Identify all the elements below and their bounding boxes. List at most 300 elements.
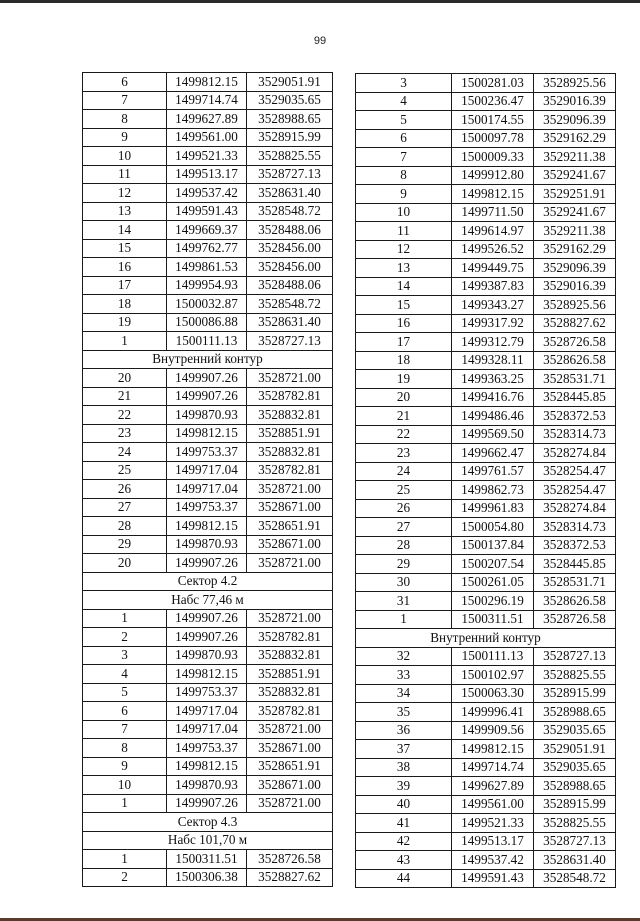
page-number: 99 bbox=[313, 35, 327, 47]
table-row bbox=[83, 387, 333, 406]
point-number: 7 bbox=[83, 91, 167, 110]
point-number: 9 bbox=[83, 128, 167, 147]
table-row bbox=[356, 425, 616, 444]
coord-x: 1500032.87 bbox=[167, 295, 247, 314]
coord-x: 1499561.00 bbox=[167, 128, 247, 147]
table-row bbox=[83, 424, 333, 443]
coord-x: 1499812.15 bbox=[167, 424, 247, 443]
coord-y: 3529035.65 bbox=[534, 721, 616, 740]
coord-y: 3528721.00 bbox=[247, 720, 333, 739]
table-row bbox=[83, 794, 333, 813]
section-header-row bbox=[83, 350, 333, 369]
table-row bbox=[356, 777, 616, 796]
table-row bbox=[356, 351, 616, 370]
coord-y: 3528274.84 bbox=[534, 499, 616, 518]
coord-x: 1499537.42 bbox=[167, 184, 247, 203]
coord-x: 1499907.26 bbox=[167, 794, 247, 813]
coord-y: 3529241.67 bbox=[534, 166, 616, 185]
table-row bbox=[83, 202, 333, 221]
table-row bbox=[83, 165, 333, 184]
coord-y: 3528721.00 bbox=[247, 609, 333, 628]
section-header-row bbox=[83, 572, 333, 591]
coord-x: 1500111.13 bbox=[452, 647, 534, 666]
point-number: 5 bbox=[83, 683, 167, 702]
point-number: 17 bbox=[356, 333, 452, 352]
coord-x: 1499812.15 bbox=[167, 517, 247, 536]
point-number: 14 bbox=[356, 277, 452, 296]
point-number: 20 bbox=[83, 554, 167, 573]
coord-y: 3528548.72 bbox=[247, 295, 333, 314]
coord-y: 3528626.58 bbox=[534, 351, 616, 370]
coord-y: 3528721.00 bbox=[247, 554, 333, 573]
coord-x: 1499870.93 bbox=[167, 776, 247, 795]
coord-x: 1499907.26 bbox=[167, 609, 247, 628]
coord-y: 3528671.00 bbox=[247, 498, 333, 517]
point-number: 27 bbox=[83, 498, 167, 517]
table-row bbox=[356, 795, 616, 814]
coord-x: 1500306.38 bbox=[167, 868, 247, 887]
coord-y: 3529035.65 bbox=[247, 91, 333, 110]
table-row bbox=[356, 832, 616, 851]
table-row bbox=[356, 92, 616, 111]
coord-y: 3528988.65 bbox=[534, 777, 616, 796]
coord-y: 3528726.58 bbox=[247, 850, 333, 869]
coord-x: 1499714.74 bbox=[452, 758, 534, 777]
coord-y: 3528721.00 bbox=[247, 794, 333, 813]
coord-y: 3528825.55 bbox=[247, 147, 333, 166]
coord-y: 3528274.84 bbox=[534, 444, 616, 463]
table-row bbox=[83, 184, 333, 203]
coord-x: 1499627.89 bbox=[167, 110, 247, 129]
point-number: 1 bbox=[83, 609, 167, 628]
table-row bbox=[83, 665, 333, 684]
table-row bbox=[356, 573, 616, 592]
point-number: 24 bbox=[356, 462, 452, 481]
table-row bbox=[356, 314, 616, 333]
coord-y: 3528721.00 bbox=[247, 369, 333, 388]
point-number: 10 bbox=[356, 203, 452, 222]
table-row bbox=[356, 666, 616, 685]
point-number: 15 bbox=[356, 296, 452, 315]
table-row bbox=[83, 683, 333, 702]
coord-x: 1499909.56 bbox=[452, 721, 534, 740]
coord-y: 3529035.65 bbox=[534, 758, 616, 777]
point-number: 1 bbox=[83, 332, 167, 351]
point-number: 3 bbox=[83, 646, 167, 665]
coord-y: 3528925.56 bbox=[534, 74, 616, 93]
point-number: 30 bbox=[356, 573, 452, 592]
coord-x: 1500102.97 bbox=[452, 666, 534, 685]
coord-y: 3528445.85 bbox=[534, 388, 616, 407]
coord-x: 1499486.46 bbox=[452, 407, 534, 426]
point-number: 26 bbox=[356, 499, 452, 518]
section-header: Внутренний контур bbox=[356, 629, 616, 648]
point-number: 2 bbox=[83, 868, 167, 887]
coord-x: 1499537.42 bbox=[452, 851, 534, 870]
section-header: Сектор 4.3 bbox=[83, 813, 333, 832]
section-header-row bbox=[83, 591, 333, 610]
point-number: 23 bbox=[356, 444, 452, 463]
coord-x: 1500261.05 bbox=[452, 573, 534, 592]
point-number: 13 bbox=[83, 202, 167, 221]
table-row bbox=[356, 536, 616, 555]
point-number: 13 bbox=[356, 259, 452, 278]
coord-x: 1499343.27 bbox=[452, 296, 534, 315]
coord-y: 3528548.72 bbox=[247, 202, 333, 221]
point-number: 8 bbox=[83, 739, 167, 758]
coord-y: 3528832.81 bbox=[247, 406, 333, 425]
point-number: 8 bbox=[356, 166, 452, 185]
coord-x: 1499711.50 bbox=[452, 203, 534, 222]
point-number: 1 bbox=[83, 794, 167, 813]
table-row bbox=[83, 295, 333, 314]
coord-y: 3528832.81 bbox=[247, 683, 333, 702]
coord-y: 3528651.91 bbox=[247, 757, 333, 776]
section-header-row bbox=[83, 831, 333, 850]
table-row bbox=[356, 148, 616, 167]
section-header: Набс 101,70 м bbox=[83, 831, 333, 850]
coord-y: 3528671.00 bbox=[247, 776, 333, 795]
table-row bbox=[83, 128, 333, 147]
coord-x: 1499416.76 bbox=[452, 388, 534, 407]
coord-x: 1499312.79 bbox=[452, 333, 534, 352]
coord-y: 3528631.40 bbox=[247, 313, 333, 332]
coord-x: 1499717.04 bbox=[167, 720, 247, 739]
coord-x: 1500111.13 bbox=[167, 332, 247, 351]
table-row bbox=[356, 518, 616, 537]
point-number: 22 bbox=[83, 406, 167, 425]
coord-x: 1499907.26 bbox=[167, 628, 247, 647]
table-row bbox=[356, 499, 616, 518]
coord-y: 3528727.13 bbox=[247, 165, 333, 184]
coord-x: 1499812.15 bbox=[167, 665, 247, 684]
point-number: 25 bbox=[356, 481, 452, 500]
coord-x: 1499753.37 bbox=[167, 683, 247, 702]
coord-y: 3528988.65 bbox=[534, 703, 616, 722]
coord-y: 3528782.81 bbox=[247, 702, 333, 721]
table-row bbox=[83, 609, 333, 628]
coord-x: 1499961.83 bbox=[452, 499, 534, 518]
coord-y: 3528915.99 bbox=[534, 684, 616, 703]
table-row bbox=[83, 110, 333, 129]
table-row bbox=[356, 166, 616, 185]
coord-y: 3528827.62 bbox=[534, 314, 616, 333]
coord-x: 1499662.47 bbox=[452, 444, 534, 463]
table-row bbox=[83, 535, 333, 554]
section-header-row bbox=[356, 629, 616, 648]
table-row bbox=[356, 185, 616, 204]
point-number: 20 bbox=[83, 369, 167, 388]
point-number: 21 bbox=[83, 387, 167, 406]
coord-x: 1499717.04 bbox=[167, 702, 247, 721]
point-number: 16 bbox=[356, 314, 452, 333]
point-number: 25 bbox=[83, 461, 167, 480]
table-row bbox=[356, 222, 616, 241]
coord-x: 1500281.03 bbox=[452, 74, 534, 93]
coord-y: 3528456.00 bbox=[247, 239, 333, 258]
coord-x: 1499753.37 bbox=[167, 443, 247, 462]
table-row bbox=[356, 370, 616, 389]
coord-x: 1499614.97 bbox=[452, 222, 534, 241]
coord-y: 3528782.81 bbox=[247, 628, 333, 647]
table-row bbox=[356, 703, 616, 722]
coord-y: 3528851.91 bbox=[247, 424, 333, 443]
coord-y: 3529016.39 bbox=[534, 92, 616, 111]
section-header-row bbox=[83, 813, 333, 832]
coord-y: 3528782.81 bbox=[247, 461, 333, 480]
point-number: 15 bbox=[83, 239, 167, 258]
coord-x: 1499561.00 bbox=[452, 795, 534, 814]
table-row bbox=[356, 444, 616, 463]
coord-y: 3528531.71 bbox=[534, 573, 616, 592]
table-row bbox=[83, 554, 333, 573]
table-row bbox=[83, 498, 333, 517]
coord-x: 1499714.74 bbox=[167, 91, 247, 110]
point-number: 37 bbox=[356, 740, 452, 759]
table-row bbox=[83, 443, 333, 462]
point-number: 19 bbox=[356, 370, 452, 389]
coord-y: 3529211.38 bbox=[534, 148, 616, 167]
coord-x: 1500086.88 bbox=[167, 313, 247, 332]
coord-y: 3528372.53 bbox=[534, 536, 616, 555]
coord-y: 3529241.67 bbox=[534, 203, 616, 222]
table-row bbox=[83, 757, 333, 776]
table-row bbox=[356, 462, 616, 481]
table-row bbox=[83, 332, 333, 351]
point-number: 29 bbox=[83, 535, 167, 554]
coord-y: 3528254.47 bbox=[534, 462, 616, 481]
point-number: 23 bbox=[83, 424, 167, 443]
point-number: 44 bbox=[356, 869, 452, 888]
coord-x: 1499328.11 bbox=[452, 351, 534, 370]
coord-x: 1500063.30 bbox=[452, 684, 534, 703]
coord-x: 1500311.51 bbox=[452, 610, 534, 629]
coord-y: 3528782.81 bbox=[247, 387, 333, 406]
table-row bbox=[356, 721, 616, 740]
coord-x: 1500236.47 bbox=[452, 92, 534, 111]
coord-x: 1499591.43 bbox=[167, 202, 247, 221]
table-row bbox=[356, 758, 616, 777]
coord-y: 3529162.29 bbox=[534, 240, 616, 259]
point-number: 3 bbox=[356, 74, 452, 93]
coord-y: 3528721.00 bbox=[247, 480, 333, 499]
table-row bbox=[356, 277, 616, 296]
coord-y: 3528548.72 bbox=[534, 869, 616, 888]
point-number: 26 bbox=[83, 480, 167, 499]
coord-y: 3528488.06 bbox=[247, 276, 333, 295]
coord-x: 1499812.15 bbox=[167, 757, 247, 776]
table-row bbox=[83, 776, 333, 795]
coord-y: 3528726.58 bbox=[534, 333, 616, 352]
coord-y: 3528988.65 bbox=[247, 110, 333, 129]
coord-x: 1499761.57 bbox=[452, 462, 534, 481]
table-row bbox=[356, 407, 616, 426]
table-row bbox=[356, 296, 616, 315]
coord-y: 3528671.00 bbox=[247, 535, 333, 554]
coord-y: 3528314.73 bbox=[534, 518, 616, 537]
coord-x: 1500009.33 bbox=[452, 148, 534, 167]
table-row bbox=[83, 461, 333, 480]
coord-x: 1499812.15 bbox=[452, 185, 534, 204]
point-number: 36 bbox=[356, 721, 452, 740]
point-number: 39 bbox=[356, 777, 452, 796]
point-number: 12 bbox=[356, 240, 452, 259]
point-number: 10 bbox=[83, 147, 167, 166]
coord-x: 1500296.19 bbox=[452, 592, 534, 611]
point-number: 10 bbox=[83, 776, 167, 795]
point-number: 1 bbox=[83, 850, 167, 869]
point-number: 19 bbox=[83, 313, 167, 332]
coord-x: 1499870.93 bbox=[167, 646, 247, 665]
point-number: 9 bbox=[356, 185, 452, 204]
point-number: 27 bbox=[356, 518, 452, 537]
coord-x: 1499812.15 bbox=[167, 73, 247, 92]
coord-y: 3529251.91 bbox=[534, 185, 616, 204]
table-row bbox=[83, 239, 333, 258]
point-number: 6 bbox=[83, 702, 167, 721]
point-number: 24 bbox=[83, 443, 167, 462]
point-number: 34 bbox=[356, 684, 452, 703]
table-row bbox=[356, 740, 616, 759]
point-number: 4 bbox=[356, 92, 452, 111]
coord-x: 1499907.26 bbox=[167, 387, 247, 406]
point-number: 33 bbox=[356, 666, 452, 685]
table-row bbox=[83, 517, 333, 536]
point-number: 32 bbox=[356, 647, 452, 666]
coord-y: 3528915.99 bbox=[247, 128, 333, 147]
coord-x: 1500097.78 bbox=[452, 129, 534, 148]
coordinates-table-left bbox=[82, 72, 333, 887]
point-number: 40 bbox=[356, 795, 452, 814]
table-row bbox=[356, 388, 616, 407]
coord-x: 1499627.89 bbox=[452, 777, 534, 796]
table-row bbox=[356, 592, 616, 611]
coord-x: 1499862.73 bbox=[452, 481, 534, 500]
coord-x: 1499387.83 bbox=[452, 277, 534, 296]
point-number: 8 bbox=[83, 110, 167, 129]
scan-top-edge bbox=[0, 0, 640, 3]
coord-y: 3528851.91 bbox=[247, 665, 333, 684]
point-number: 41 bbox=[356, 814, 452, 833]
point-number: 20 bbox=[356, 388, 452, 407]
coord-x: 1499870.93 bbox=[167, 535, 247, 554]
coord-x: 1499861.53 bbox=[167, 258, 247, 277]
point-number: 31 bbox=[356, 592, 452, 611]
coord-y: 3528832.81 bbox=[247, 646, 333, 665]
coord-y: 3529051.91 bbox=[534, 740, 616, 759]
point-number: 28 bbox=[356, 536, 452, 555]
coord-x: 1499521.33 bbox=[167, 147, 247, 166]
point-number: 11 bbox=[356, 222, 452, 241]
coord-y: 3529162.29 bbox=[534, 129, 616, 148]
table-row bbox=[83, 702, 333, 721]
point-number: 12 bbox=[83, 184, 167, 203]
table-row bbox=[83, 369, 333, 388]
coord-y: 3529016.39 bbox=[534, 277, 616, 296]
table-row bbox=[356, 240, 616, 259]
coord-y: 3528832.81 bbox=[247, 443, 333, 462]
coord-y: 3528631.40 bbox=[534, 851, 616, 870]
coord-y: 3529051.91 bbox=[247, 73, 333, 92]
coord-y: 3528456.00 bbox=[247, 258, 333, 277]
point-number: 29 bbox=[356, 555, 452, 574]
coord-x: 1499717.04 bbox=[167, 461, 247, 480]
point-number: 7 bbox=[83, 720, 167, 739]
table-row bbox=[356, 129, 616, 148]
table-row bbox=[356, 111, 616, 130]
coord-x: 1500207.54 bbox=[452, 555, 534, 574]
table-row bbox=[83, 868, 333, 887]
coord-y: 3528825.55 bbox=[534, 814, 616, 833]
table-row bbox=[83, 850, 333, 869]
point-number: 21 bbox=[356, 407, 452, 426]
coord-x: 1499753.37 bbox=[167, 498, 247, 517]
coord-x: 1499513.17 bbox=[452, 832, 534, 851]
point-number: 5 bbox=[356, 111, 452, 130]
table-row bbox=[83, 646, 333, 665]
table-row bbox=[356, 555, 616, 574]
point-number: 38 bbox=[356, 758, 452, 777]
coord-y: 3528727.13 bbox=[247, 332, 333, 351]
coord-x: 1500174.55 bbox=[452, 111, 534, 130]
table-row bbox=[356, 814, 616, 833]
point-number: 6 bbox=[83, 73, 167, 92]
point-number: 17 bbox=[83, 276, 167, 295]
point-number: 43 bbox=[356, 851, 452, 870]
coord-y: 3528825.55 bbox=[534, 666, 616, 685]
coord-x: 1499753.37 bbox=[167, 739, 247, 758]
table-row bbox=[83, 720, 333, 739]
point-number: 1 bbox=[356, 610, 452, 629]
table-row bbox=[356, 74, 616, 93]
table-row bbox=[356, 259, 616, 278]
point-number: 22 bbox=[356, 425, 452, 444]
coord-x: 1499762.77 bbox=[167, 239, 247, 258]
table-row bbox=[83, 313, 333, 332]
point-number: 28 bbox=[83, 517, 167, 536]
coord-x: 1499569.50 bbox=[452, 425, 534, 444]
table-row bbox=[356, 869, 616, 888]
point-number: 6 bbox=[356, 129, 452, 148]
coord-y: 3529211.38 bbox=[534, 222, 616, 241]
table-row bbox=[83, 73, 333, 92]
table-row bbox=[356, 851, 616, 870]
point-number: 11 bbox=[83, 165, 167, 184]
table-row bbox=[356, 684, 616, 703]
coord-x: 1499513.17 bbox=[167, 165, 247, 184]
coord-y: 3528671.00 bbox=[247, 739, 333, 758]
coord-x: 1499912.80 bbox=[452, 166, 534, 185]
coord-y: 3528651.91 bbox=[247, 517, 333, 536]
table-row bbox=[83, 739, 333, 758]
table-row bbox=[356, 203, 616, 222]
coord-y: 3529096.39 bbox=[534, 259, 616, 278]
table-row bbox=[83, 147, 333, 166]
coord-x: 1499591.43 bbox=[452, 869, 534, 888]
coord-y: 3528827.62 bbox=[247, 868, 333, 887]
table-row bbox=[83, 221, 333, 240]
section-header: Сектор 4.2 bbox=[83, 572, 333, 591]
coord-y: 3528727.13 bbox=[534, 647, 616, 666]
coord-x: 1499363.25 bbox=[452, 370, 534, 389]
table-row bbox=[83, 406, 333, 425]
table-row bbox=[83, 628, 333, 647]
table-row bbox=[83, 276, 333, 295]
coord-x: 1499521.33 bbox=[452, 814, 534, 833]
section-header: Внутренний контур bbox=[83, 350, 333, 369]
coord-y: 3528631.40 bbox=[247, 184, 333, 203]
point-number: 14 bbox=[83, 221, 167, 240]
